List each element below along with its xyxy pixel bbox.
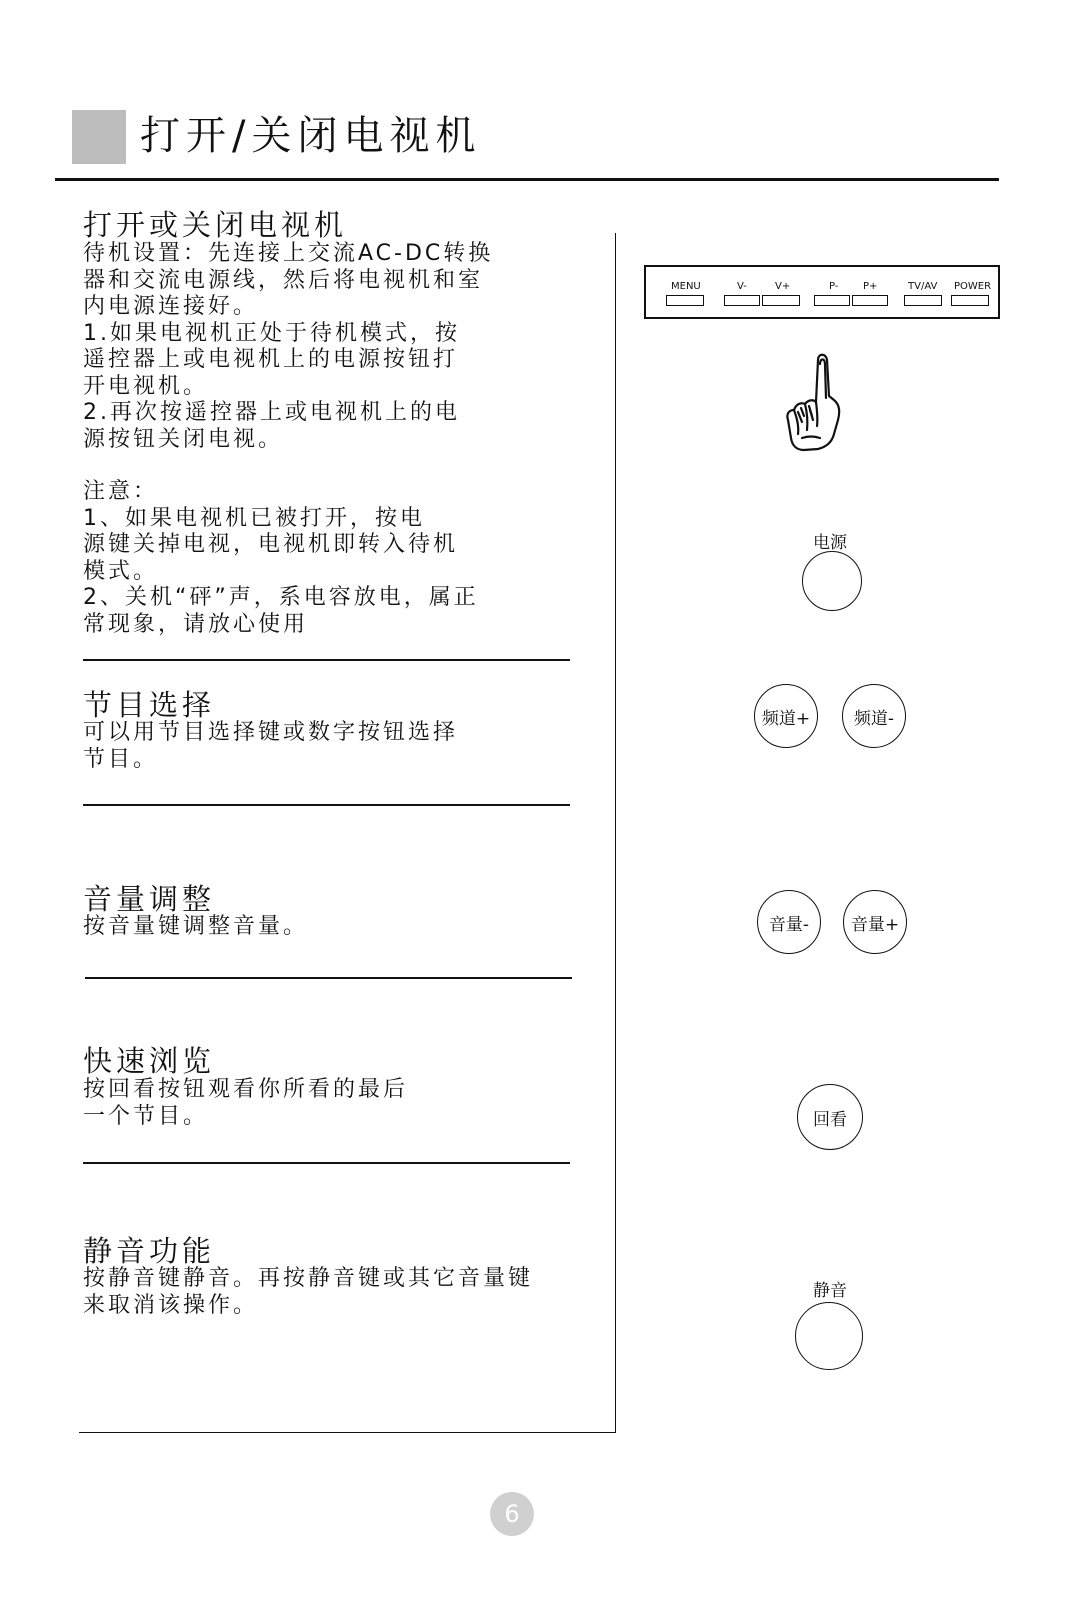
panel-label-vol-up: V+ [775, 281, 791, 292]
prog-down-key[interactable] [814, 295, 850, 306]
panel-label-prog-up: P+ [863, 281, 878, 292]
volume-down-button[interactable]: 音量- [757, 890, 821, 954]
section-body-program: 可以用节目选择键或数字按钮选择 节目。 [83, 720, 459, 772]
vol-down-key[interactable] [724, 295, 760, 306]
channel-up-button[interactable]: 频道+ [754, 684, 818, 748]
section-body-recall: 按回看按钮观看你所看的最后 一个节目。 [83, 1077, 409, 1129]
prog-up-key[interactable] [852, 295, 888, 306]
control-panel [644, 265, 1000, 319]
title-block [72, 110, 126, 164]
pointing-hand-icon [782, 350, 844, 454]
column-divider [615, 233, 616, 1433]
mute-button[interactable] [795, 1302, 863, 1370]
section-body-power: 待机设置：先连接上交流AC-DC转换 器和交流电源线，然后将电视机和室 内电源连接好。 1.如果电视机正处于待机模式，按 遥控器上或电视机上的电源按钮打 开电视机。 2.再次按遥控器上或电视机上的电 源按钮关闭电视。 [83, 241, 494, 452]
header-rule [55, 178, 999, 181]
section-rule [83, 659, 570, 661]
mute-button-label: 静音 [813, 1281, 847, 1301]
section-title-power: 打开或关闭电视机 [83, 208, 348, 242]
page-number-badge [490, 1492, 534, 1536]
section-rule [85, 977, 572, 979]
tvav-key[interactable] [904, 295, 942, 306]
section-title-volume: 音量调整 [83, 882, 216, 916]
column-bottom-rule [79, 1432, 616, 1433]
page-number: 6 [504, 1500, 520, 1528]
panel-label-tvav: TV/AV [908, 281, 938, 292]
volume-up-button[interactable]: 音量+ [843, 890, 907, 954]
power-key[interactable] [951, 295, 989, 306]
section-body-mute: 按静音键静音。再按静音键或其它音量键 来取消该操作。 [83, 1266, 534, 1318]
page-title: 打开/关闭电视机 [140, 113, 482, 159]
panel-label-vol-down: V- [737, 281, 747, 292]
channel-down-button[interactable]: 频道- [842, 684, 906, 748]
section-rule [83, 804, 570, 806]
section-title-mute: 静音功能 [83, 1234, 216, 1268]
menu-key[interactable] [666, 295, 704, 306]
section-body-volume: 按音量键调整音量。 [83, 914, 309, 939]
recall-button[interactable]: 回看 [797, 1084, 863, 1150]
power-button[interactable] [802, 551, 862, 611]
vol-up-key[interactable] [762, 295, 800, 306]
power-button-label: 电源 [813, 533, 847, 553]
panel-label-prog-down: P- [829, 281, 839, 292]
panel-label-menu: MENU [671, 281, 701, 292]
section-title-recall: 快速浏览 [83, 1044, 216, 1078]
section-body-note: 注意： 1、如果电视机已被打开，按电 源键关掉电视，电视机即转入待机 模式。 2、关机“砰”声，系电容放电，属正 常现象，请放心使用 [83, 479, 479, 637]
section-title-program: 节目选择 [83, 688, 216, 722]
section-rule [83, 1162, 570, 1164]
panel-label-power: POWER [954, 281, 992, 292]
